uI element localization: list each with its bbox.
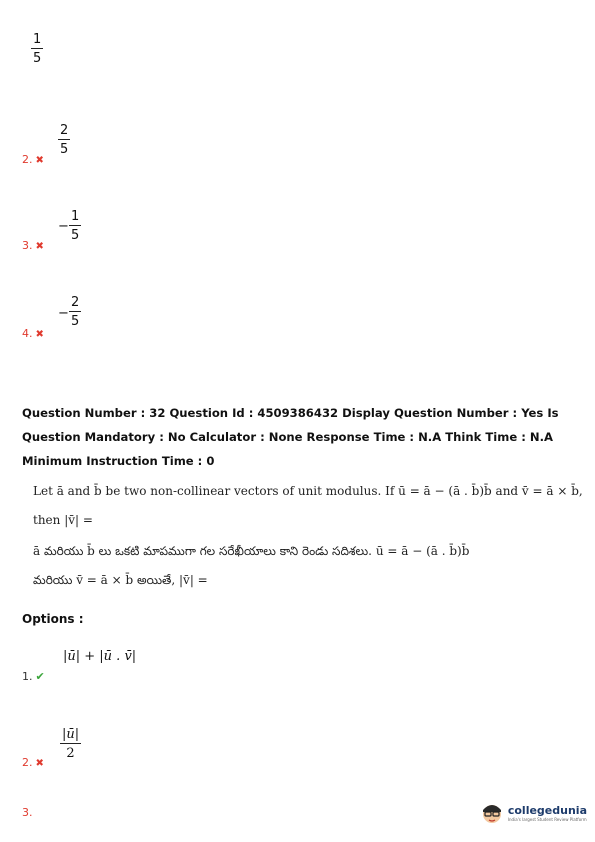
question-english-line-1: Let ā and b̄ be two non-collinear vectors of unit modulus. If ū = ā − (ā . b̄)b̄ and v̄ = ā × b̄, bbox=[33, 484, 583, 498]
option-number-text: 1. bbox=[22, 670, 33, 683]
wrong-icon: ✖ bbox=[35, 329, 44, 340]
option-1-expression: |ū| + |ū . v̄| bbox=[63, 649, 137, 664]
numerator: 1 bbox=[71, 209, 80, 224]
numerator: 2 bbox=[60, 123, 69, 138]
mascot-icon bbox=[479, 800, 505, 826]
prev-option-1-fraction bbox=[31, 33, 43, 65]
option-number bbox=[22, 327, 44, 340]
option-number bbox=[22, 756, 44, 769]
minus-sign: − bbox=[58, 219, 69, 234]
numerator: |ū| bbox=[62, 727, 80, 742]
wrong-icon: ✖ bbox=[35, 241, 44, 252]
prev-option-3-fraction bbox=[69, 210, 81, 242]
option-number bbox=[22, 239, 44, 252]
minus-sign: − bbox=[58, 306, 69, 321]
prev-option-2-fraction bbox=[58, 124, 70, 156]
collegedunia-logo bbox=[479, 800, 587, 826]
wrong-icon: ✖ bbox=[35, 155, 44, 166]
option-number bbox=[22, 806, 33, 819]
question-telugu-line-2: మరియు v̄ = ā × b̄ అయితే, |v̄| = bbox=[33, 573, 208, 587]
wrong-icon: ✖ bbox=[35, 758, 44, 769]
logo-tagline: India's largest Student Review Platform bbox=[507, 817, 587, 822]
option-number-text: 3. bbox=[22, 239, 33, 252]
question-english-line-2: then |v̄| = bbox=[33, 513, 93, 527]
option-2-fraction bbox=[60, 728, 81, 760]
option-number-text: 2. bbox=[22, 153, 33, 166]
numerator: 2 bbox=[71, 295, 80, 310]
option-number-text: 4. bbox=[22, 327, 33, 340]
correct-icon: ✔ bbox=[35, 670, 45, 683]
question-telugu-line-1: ā మరియు b̄ లు ఒకటి మాపముగా గల సరేఖీయాలు కాని రెండు సదిశలు. ū = ā − (ā . b̄)b̄ bbox=[33, 544, 470, 558]
denominator: 5 bbox=[71, 228, 80, 243]
logo-brand: collegedunia bbox=[507, 804, 587, 817]
option-number bbox=[22, 153, 44, 166]
option-number-text: 2. bbox=[22, 756, 33, 769]
denominator: 5 bbox=[60, 142, 69, 157]
options-label: Options : bbox=[22, 612, 84, 626]
denominator: 5 bbox=[33, 51, 42, 66]
option-number-text: 3. bbox=[22, 806, 33, 819]
denominator: 5 bbox=[71, 314, 80, 329]
denominator: 2 bbox=[66, 746, 75, 761]
option-number bbox=[22, 670, 45, 683]
prev-option-4-fraction bbox=[69, 296, 81, 328]
question-header: Question Number : 32 Question Id : 4509386432 Display Question Number : Yes Is Question Mandatory : No Calculator : None Response Time : N.A Think Time : N.A Minimum Instruction Time : 0 bbox=[22, 406, 559, 468]
numerator: 1 bbox=[33, 32, 42, 47]
